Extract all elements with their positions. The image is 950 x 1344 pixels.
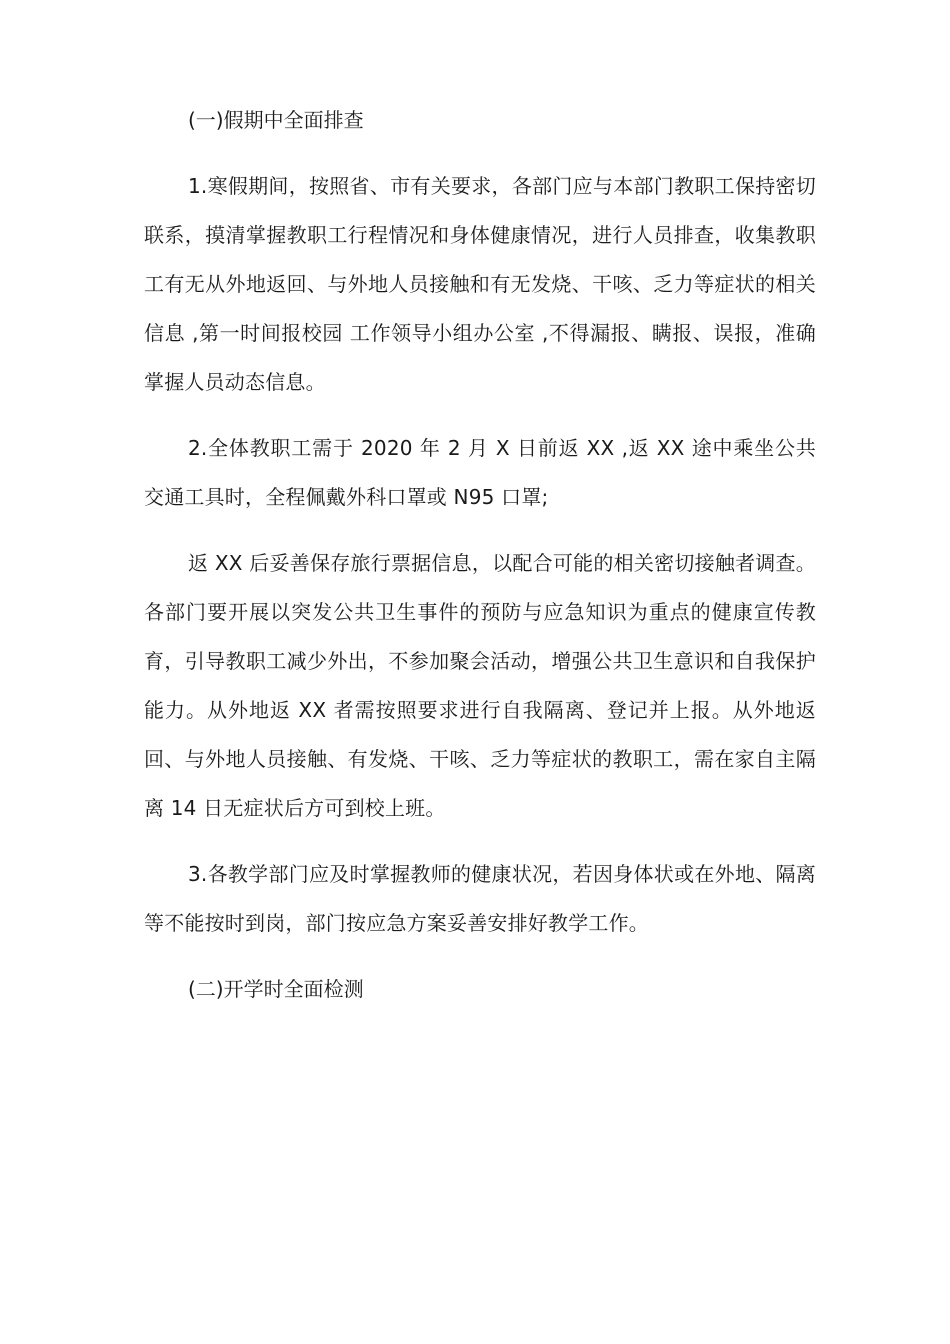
section-heading-1: (一)假期中全面排查 <box>188 108 364 132</box>
section-heading-2: (二)开学时全面检测 <box>188 977 364 1001</box>
paragraph-4: 3.各教学部门应及时掌握教师的健康状况，若因身体状或在外地、隔离等不能按时到岗，部门按应急方案妥善安排好教学工作。 <box>144 862 816 935</box>
paragraph-1: 1.寒假期间，按照省、市有关要求，各部门应与本部门教职工保持密切联系，摸清掌握教职工行程情况和身体健康情况，进行人员排查，收集教职工有无从外地返回、与外地人员接触和有无发烧、干咳、乏力等症状的相关信息 ,第一时间报校园 工作领导小组办公室 ,不得漏报、瞒报、误报，准确掌握人员动态信息。 <box>144 174 816 394</box>
document-page <box>144 96 816 1014</box>
paragraph-2: 2.全体教职工需于 2020 年 2 月 X 日前返 XX ,返 XX 途中乘坐公共交通工具时，全程佩戴外科口罩或 N95 口罩; <box>144 436 816 509</box>
paragraph-3: 返 XX 后妥善保存旅行票据信息，以配合可能的相关密切接触者调查。各部门要开展以突发公共卫生事件的预防与应急知识为重点的健康宣传教育，引导教职工减少外出，不参加聚会活动，增强公共卫生意识和自我保护能力。从外地返 XX 者需按照要求进行自我隔离、登记并上报。从外地返回、与外地人员接触、有发烧、干咳、乏力等症状的教职工，需在家自主隔离 14 日无症状后方可到校上班。 <box>144 551 816 820</box>
